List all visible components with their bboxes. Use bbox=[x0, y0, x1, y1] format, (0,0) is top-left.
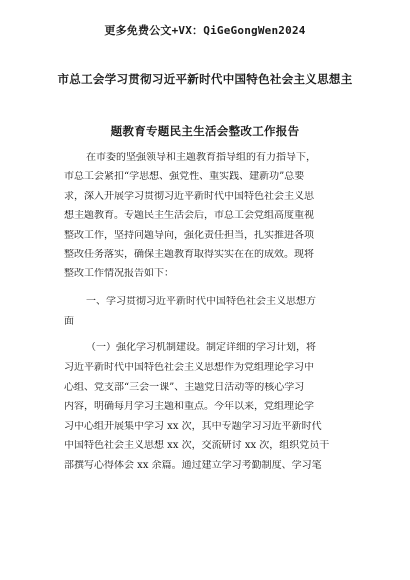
paragraph-1-line: 整改任务落实，确保主题教育取得实实在在的成效。现将 bbox=[64, 249, 314, 260]
paragraph-3-line: 心组、党支部“三会一课”、主题党日活动等的核心学习 bbox=[64, 382, 305, 393]
paragraph-1-line: 整改工作情况报告如下： bbox=[64, 268, 174, 279]
section-heading-line: 面 bbox=[64, 316, 74, 327]
document-title-line-1: 市总工会学习贯彻习近平新时代中国特色社会主义思想主 bbox=[57, 72, 353, 86]
paragraph-3-line: 习近平新时代中国特色社会主义思想作为党组理论学习中 bbox=[64, 362, 314, 373]
paragraph-1-line: 在市委的坚强领导和主题教育指导组的有力指导下， bbox=[86, 152, 316, 163]
section-heading-line: 一、学习贯彻习近平新时代中国特色社会主义思想方 bbox=[86, 296, 316, 307]
paragraph-3-line: 中国特色社会主义思想 xx 次，交流研讨 xx 次，组织党员干 bbox=[64, 440, 330, 451]
document-title-line-2: 题教育专题民主生活会整改工作报告 bbox=[110, 124, 300, 138]
paragraph-1-line: 想主题教育。专题民主生活会后，市总工会党组高度重视 bbox=[64, 210, 314, 221]
paragraph-3-line: 习中心组开展集中学习 xx 次，其中专题学习习近平新时代 bbox=[64, 421, 322, 432]
paragraph-3-line: （一）强化学习机制建设。制定详细的学习计划，将 bbox=[86, 342, 316, 353]
paragraph-1-line: 求，深入开展学习贯彻习近平新时代中国特色社会主义思 bbox=[64, 191, 314, 202]
paragraph-3-line: 部撰写心得体会 xx 余篇。通过建立学习考勤制度、学习笔 bbox=[64, 460, 322, 471]
paragraph-1-line: 市总工会紧扣“学思想、强党性、重实践、建新功”总要 bbox=[64, 171, 305, 182]
paragraph-3-line: 内容，明确每月学习主题和重点。今年以来，党组理论学 bbox=[64, 401, 314, 412]
paragraph-1-line: 整改工作，坚持问题导向，强化责任担当，扎实推进各项 bbox=[64, 230, 314, 241]
header-watermark-text: 更多免费公文+VX：QiGeGongWen2024 bbox=[104, 24, 306, 37]
